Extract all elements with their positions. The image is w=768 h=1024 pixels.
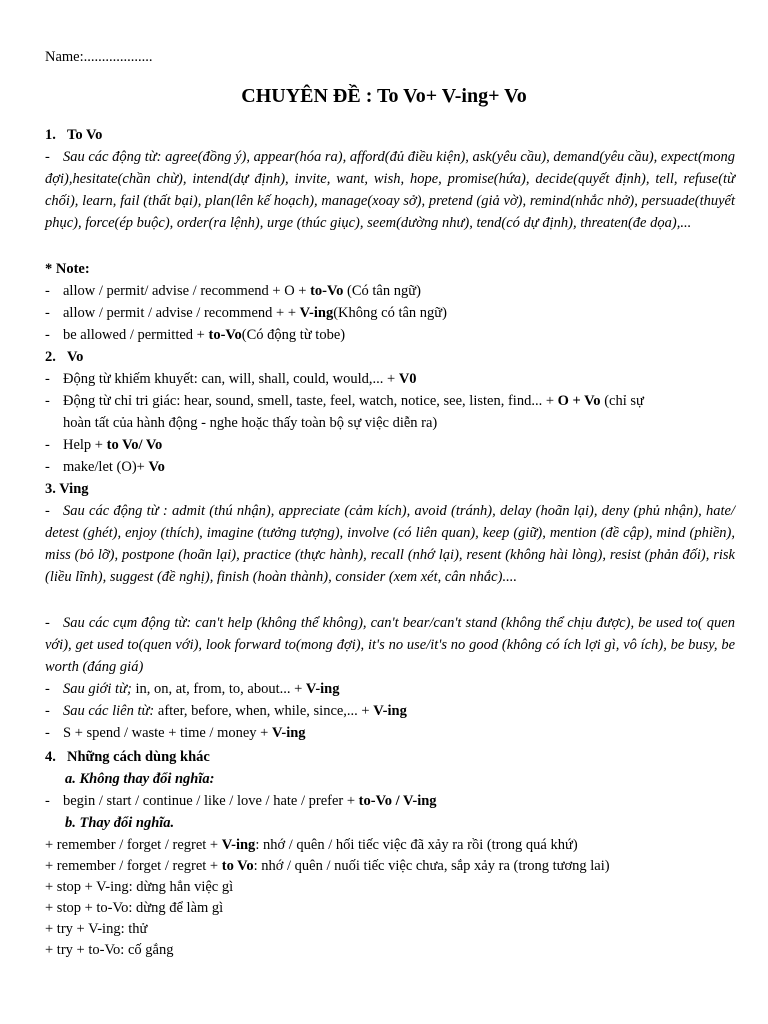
note-heading: * Note:	[45, 261, 90, 277]
note-item-1: - allow / permit/ advise / recommend + O + to-Vo (Có tân ngữ)	[45, 283, 421, 299]
section-3-phrase-list: - Sau các cụm động từ: can't help (không thể không), can't bear/can't stand (không thể chịu được), be used to( quen với), get used to(quen với), look forward to(mong đợi), it's no use/it's no good (không có ích lợi gì, vô ích), be busy, be worth (đáng giá)	[45, 615, 735, 675]
page-title: CHUYÊN ĐỀ : To Vo+ V-ing+ Vo	[241, 85, 527, 107]
section-4-b-item-5: + try + V-ing: thử	[45, 921, 148, 937]
section-3-item-spend: - S + spend / waste + time / money + V-ing	[45, 725, 306, 741]
section-4-b-item-4: + stop + to-Vo: dừng để làm gì	[45, 900, 224, 916]
section-3-item-conjunctions: - Sau các liên từ: after, before, when, while, since,... + V-ing	[45, 703, 407, 719]
section-1-heading: 1. To Vo	[45, 127, 103, 143]
section-2-heading: 2. Vo	[45, 349, 84, 365]
section-2-item-3: - Help + to Vo/ Vo	[45, 437, 163, 453]
section-4-a-item-1: - begin / start / continue / like / love / hate / prefer + to-Vo / V-ing	[45, 793, 437, 809]
section-2-item-4: - make/let (O)+ Vo	[45, 459, 165, 475]
note-item-2: - allow / permit / advise / recommend + + V-ing(Không có tân ngữ)	[45, 305, 447, 321]
section-3-item-prepositions: - Sau giới từ; in, on, at, from, to, about... + V-ing	[45, 681, 340, 697]
section-3-verb-list: - Sau các động từ : admit (thú nhận), appreciate (cảm kích), avoid (tránh), delay (hoãn lại), deny (phủ nhận), hate/ detest (ghét), enjoy (thích), imagine (tưởng tượng), involve (có liên quan), keep (giữ), mention (đề cập), mind (phiền), miss (bỏ lỡ), postpone (hoãn lại), practice (thực hành), recall (nhớ lại), resent (không hài lòng), resist (phản đối), risk (liều lĩnh), suggest (đề nghị), finish (hoàn thành), consider (xem xét, cân nhắc)....	[45, 503, 735, 585]
section-4-heading: 4. Những cách dùng khác	[45, 749, 210, 765]
section-2-item-2-cont: hoàn tất của hành động - nghe hoặc thấy toàn bộ sự việc diễn ra)	[63, 415, 438, 431]
section-4-b-item-3: + stop + V-ing: dừng hẳn việc gì	[45, 879, 234, 895]
section-2-item-2: - Động từ chỉ tri giác: hear, sound, smell, taste, feel, watch, notice, see, listen, find... + O + Vo (chỉ sự	[45, 393, 644, 409]
section-4-b-item-6: + try + to-Vo: cố gắng	[45, 942, 174, 958]
section-4-subheading-b: b. Thay đổi nghĩa.	[65, 815, 175, 831]
section-4-subheading-a: a. Không thay đổi nghĩa:	[65, 771, 215, 787]
section-2-item-1: - Động từ khiếm khuyết: can, will, shall, could, would,... + V0	[45, 371, 417, 387]
note-item-3: - be allowed / permitted + to-Vo(Có động từ tobe)	[45, 327, 346, 343]
section-4-b-item-1: + remember / forget / regret + V-ing: nhớ / quên / hối tiếc việc đã xảy ra rồi (trong quá khứ)	[45, 837, 578, 853]
section-4-b-item-2: + remember / forget / regret + to Vo: nhớ / quên / nuối tiếc việc chưa, sắp xảy ra (trong tương lai)	[45, 858, 610, 874]
section-1-verb-list: - Sau các động từ: agree(đồng ý), appear(hóa ra), afford(đủ điều kiện), ask(yêu cầu), demand(yêu cầu), expect(mong đợi),hesitate(chần chừ), intend(dự định), invite, want, wish, hope, promise(hứa), decide(quyết định), tell, refuse(từ chối), learn, fail (thất bại), plan(lên kế hoạch), manage(xoay sở), pretend (giả vờ), remind(nhắc nhở), persuade(thuyết phục), force(ép buộc), order(ra lệnh), urge (thúc giục), seem(dường như), tend(có dự định), threaten(đe dọa),...	[45, 149, 736, 231]
section-3-heading: 3. Ving	[45, 481, 89, 497]
name-line: Name:...................	[45, 49, 153, 65]
